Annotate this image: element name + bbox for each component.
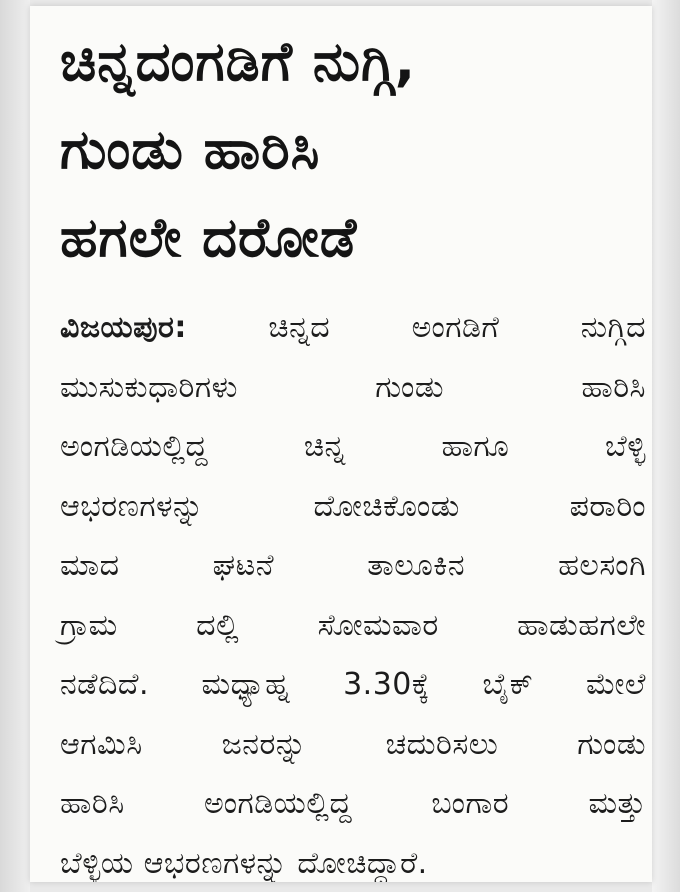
body-line-1-text: ಚಿನ್ನದ ಅಂಗಡಿಗೆ ನುಗ್ಗಿದ <box>268 310 646 345</box>
headline-line-2: ಗುಂಡು ಹಾರಿಸಿ <box>60 118 321 181</box>
page-edge-left <box>0 0 30 892</box>
body-line: ಗ್ರಾಮ ದಲ್ಲಿ ಸೋಮವಾರ ಹಾಡುಹಗಲೇ <box>60 607 646 643</box>
dateline: ವಿಜಯಪುರ: <box>60 310 187 345</box>
body-line: ಆಭರಣಗಳನ್ನು ದೋಚಿಕೊಂಡು ಪರಾರಿಂ <box>60 488 646 524</box>
body-line: ನಡೆದಿದೆ. ಮಧ್ಯಾಹ್ನ 3.30ಕ್ಕೆ ಬೈಕ್ ಮೇಲೆ <box>60 667 646 702</box>
body-line: ಮುಸುಕುಧಾರಿಗಳು ಗುಂಡು ಹಾರಿಸಿ <box>60 369 646 405</box>
body-line: ಮಾದ ಘಟನೆ ತಾಲೂಕಿನ ಹಲಸಂಗಿ <box>60 548 646 583</box>
body-line: ಹಾರಿಸಿ ಅಂಗಡಿಯಲ್ಲಿದ್ದ ಬಂಗಾರ ಮತ್ತು <box>60 786 646 821</box>
body-line: ಆಗಮಿಸಿ ಜನರನ್ನು ಚದುರಿಸಲು ಗುಂಡು <box>60 726 646 762</box>
headline <box>60 18 640 282</box>
newspaper-clipping <box>30 6 652 882</box>
article-body <box>60 298 646 882</box>
body-line <box>60 298 646 358</box>
headline-line-3: ಹಗಲೇ ದರೋಡೆ <box>60 206 358 269</box>
body-line: ಅಂಗಡಿಯಲ್ಲಿದ್ದ ಚಿನ್ನ ಹಾಗೂ ಬೆಳ್ಳಿ <box>60 429 646 464</box>
page-edge-right <box>652 0 680 892</box>
headline-line-1: ಚಿನ್ನದಂಗಡಿಗೆ ನುಗ್ಗಿ, <box>60 30 417 93</box>
body-line: ಬೆಳ್ಳಿಯ ಆಭರಣಗಳನ್ನು ದೋಚಿದ್ದಾರೆ. <box>60 845 428 881</box>
